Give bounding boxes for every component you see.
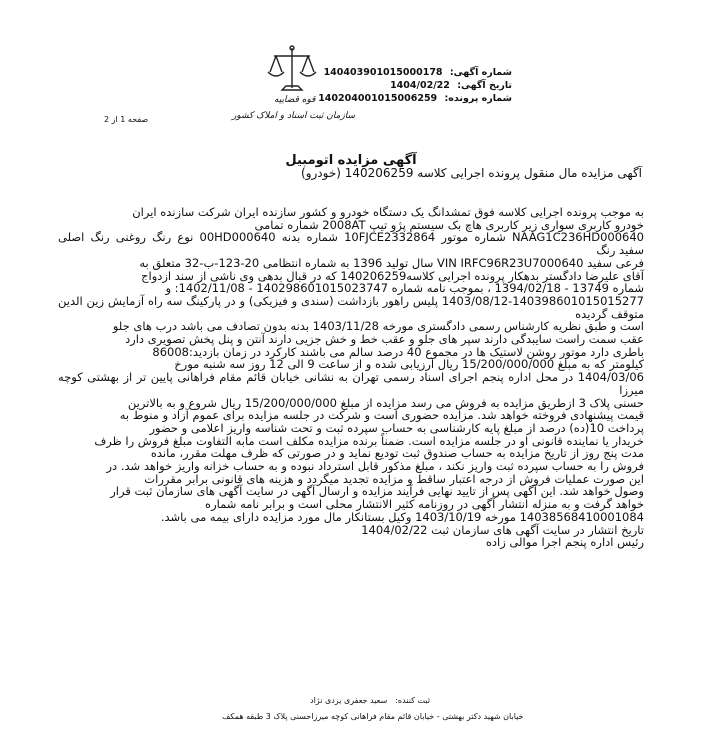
body-line: فرعی سفید VIN IRFC96R23U7000640 سال تولید 1396 به شماره انتظامی 20-123-ب-32 متعلق به bbox=[139, 255, 644, 270]
ad-date-label: تاریخ آگهی: bbox=[457, 80, 512, 91]
body-line: خریدار یا نماینده قانونی او در جلسه مزایده است. ضمناً برنده مزایده مکلف است مابه التفاوت مبلغ فروش را ظرف bbox=[94, 433, 644, 448]
registered-by-label: ثبت کننده: bbox=[395, 696, 430, 705]
body-line: خواهد گرفت و به منزله انتشار آگهی در روزنامه کثیر الانتشار محلی است و برابر نامه شماره bbox=[205, 497, 644, 512]
document-subtitle: آگهی مزایده مال منقول پرونده اجرایی کلاسه 140206259 (خودرو) bbox=[301, 166, 642, 180]
body-paragraph bbox=[58, 206, 644, 524]
body-line: قیمت پیشنهادی فروخته خواهد شد. مزایده حضوری است و شرکت در جلسه مزایده برای عموم آزاد و منوط به bbox=[119, 408, 644, 423]
registered-by bbox=[310, 696, 430, 705]
ad-number: 140403901015000178 bbox=[323, 67, 443, 78]
ad-date-row bbox=[318, 79, 512, 92]
file-number-label: شماره پرونده: bbox=[444, 93, 512, 104]
page-number: صفحه 1 از 2 bbox=[104, 115, 149, 124]
office-head-line: رئیس اداره پنجم اجرا موالی زاده bbox=[485, 535, 644, 550]
body-line: خودرو کاربری سواری زیر کاربری هاچ بک سیستم پژو تیپ 2008AT شماره تمامی bbox=[254, 217, 644, 232]
body-line: این صورت عملیات فروش از درجه اعتبار ساقط و مزایده تجدید میگردد و هزینه های قانونی برابر مقررات bbox=[144, 471, 644, 486]
body-line: حسنی پلاک 3 ازطریق مزایده به فروش می رسد مزایده از مبلغ 15/200/000/000 ریال شروع و به بالاترین bbox=[127, 395, 644, 410]
body-line: NAAG1C236HD000640 شماره موتور 10FJCE2332864 شماره بدنه 00HD000640 نوع رنگ روغنی رنگ اصلی سفید رنگ bbox=[58, 230, 645, 258]
registered-by-name: سعید جعفری یزدی نژاد bbox=[310, 696, 388, 705]
body-line: آقای علیرضا دادگستر بدهکار پرونده اجرایی کلاسه140206259 که در قبال بدهی وی ناشی از سند ازدواج bbox=[141, 268, 644, 283]
body-line: است و طبق نظریه کارشناس رسمی دادگستری مورخه 1403/11/28 بدنه بدون تصادف می باشد درب های جلو bbox=[112, 319, 644, 334]
justice-scales-emblem-icon bbox=[262, 44, 322, 94]
organization-name: سازمان ثبت اسناد و املاک کشور bbox=[232, 111, 356, 121]
body-line: پرداخت 10(ده) درصد از مبلغ پایه کارشناسی به حساب سپرده ثبت و تحت شناسه واریز اعلامی و حضور bbox=[149, 420, 644, 435]
publish-date-line: تاریخ انتشار در سایت آگهی های سازمان ثبت 1404/02/22 bbox=[361, 522, 644, 537]
body-line: کیلومتر که به مبلغ 15/200/000/000 ریال ارزیابی شده و از ساعت 9 الی 12 روز سه شنبه مورخ bbox=[174, 357, 644, 372]
judiciary-logo-text: قوه قضاییه bbox=[274, 95, 316, 105]
file-number-row bbox=[318, 92, 512, 105]
body-line: 1403/08/12-140398601015015277 پلیس راهور بازداشت (سندی و فیزیکی) و در پارکینگ سه راه آزمایش زین الدین متوقف گردیده bbox=[58, 293, 644, 321]
closing-lines bbox=[58, 524, 644, 549]
ad-date: 1404/02/22 bbox=[390, 80, 450, 91]
body-line: 1404/03/06 در محل اداره پنجم اجرای اسناد رسمی تهران به نشانی خیابان قائم مقام فراهانی پایین تر از بهشتی کوچه میرزا bbox=[58, 370, 644, 397]
auction-body bbox=[58, 206, 644, 549]
body-line: فروش را به حساب سپرده ثبت واریز نکند ، مبلغ مذکور قابل استرداد نبوده و به حساب خزانه واریز خواهد شد. در bbox=[106, 459, 644, 474]
ad-number-row bbox=[318, 66, 512, 79]
body-line: شماره 13749 - 1394/02/18 ، بموجب نامه شماره 140298601015023747 - 1402/11/08: و bbox=[165, 281, 644, 296]
ad-number-label: شماره آگهی: bbox=[449, 67, 512, 78]
body-line: 14038568410001084 مورخه 1403/10/19 وکیل بستانکار مال مورد مزایده دارای بیمه می باشد. bbox=[160, 509, 644, 524]
body-line: مدت پنج روز از تاریخ مزایده به حساب صندوق ثبت تودیع نماید و در صورتی که ظرف مهلت مقرر، مانده bbox=[150, 446, 644, 461]
ad-meta bbox=[318, 66, 512, 105]
body-line: باطری دارد موتور روشن لاستیک ها در مجموع 40 درصد سالم می باشند کارکرد در زمان بازدید:86008 bbox=[152, 344, 644, 359]
document-title: آگهی مزایده اتومبیل bbox=[285, 153, 417, 168]
body-line: به موجب پرونده اجرایی کلاسه فوق تمشدانگ یک دستگاه خودرو و کشور سازنده ایران شرکت سازنده ایران bbox=[132, 205, 644, 219]
body-line: عقب سمت راست سایبدگی دارند سپر های جلو و عقب خط و خش جزیی دارند آنتن و پنل پخش تصویری دارد bbox=[125, 332, 644, 347]
office-address: خیابان شهید دکتر بهشتی - خیابان قائم مقام فراهانی کوچه میرزاحسنی پلاک 3 طبقه همکف bbox=[222, 712, 524, 721]
file-number: 140204001015006259 bbox=[318, 93, 438, 104]
body-line: وصول خواهد شد. این آگهی پس از تایید نهایی فرآیند مزایده و ارسال آگهی در سایت آگهی های سازمان ثبت قرار bbox=[110, 484, 644, 499]
